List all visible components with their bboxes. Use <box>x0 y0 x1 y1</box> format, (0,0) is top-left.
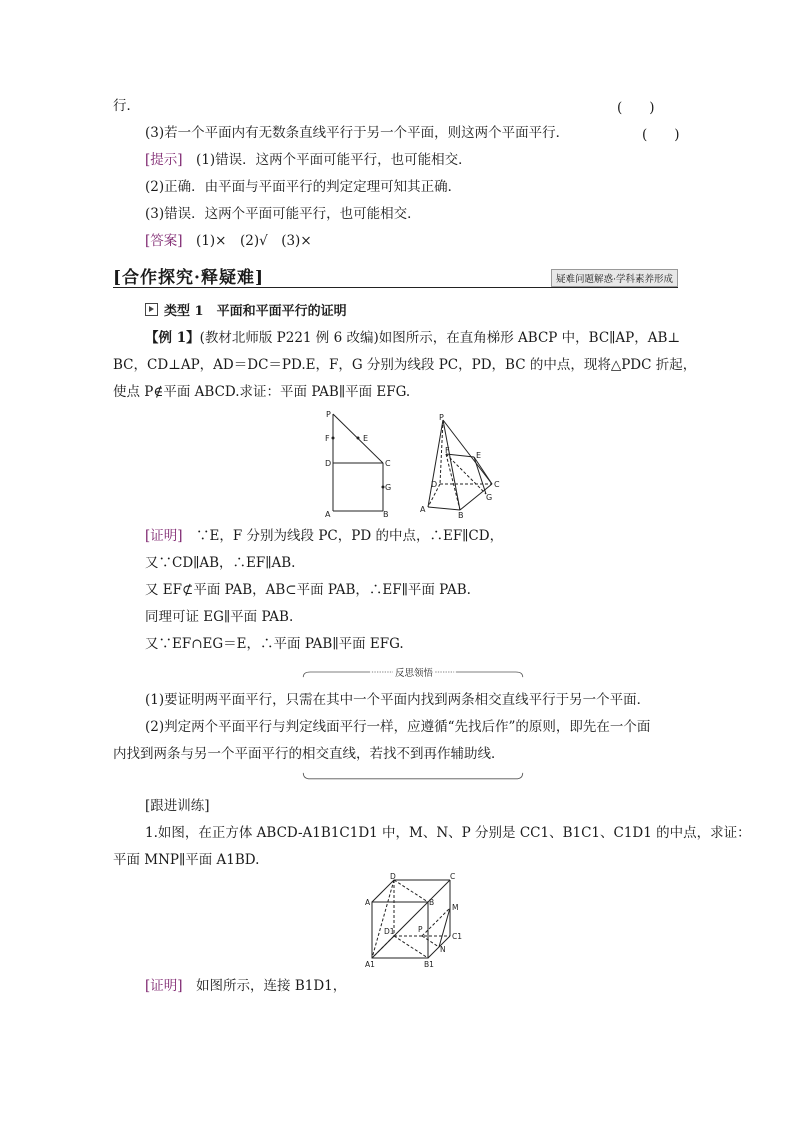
proof-line: 又∵CD∥AB，∴EF∥AB. <box>145 555 296 571</box>
point-label: P <box>326 410 331 419</box>
reflection-title: 反思领悟 <box>393 665 435 679</box>
point-label: B <box>458 511 464 520</box>
point-label: C <box>450 872 456 881</box>
point-label: B <box>429 898 435 907</box>
answer-paren: ( ) <box>617 100 655 116</box>
point-label: G <box>385 483 392 492</box>
point-label: F <box>445 446 450 455</box>
text-line: (3)若一个平面内有无数条直线平行于另一个平面，则这两个平面平行． <box>145 125 570 141</box>
practice-line: 平面 MNP∥平面 A1BD. <box>113 852 260 868</box>
proof-tag: [证明] <box>145 978 183 994</box>
proof-line: 同理可证 EG∥平面 PAB. <box>145 609 294 625</box>
section-title: [合作探究·释疑难] <box>113 268 265 288</box>
point-label: A <box>325 510 331 519</box>
point-label: D <box>431 480 438 489</box>
cube-figure <box>362 872 466 972</box>
trapezoid-figure <box>315 408 405 520</box>
point-label: P <box>418 925 423 934</box>
practice-tag: [跟进训练] <box>145 798 210 814</box>
point-label: B <box>383 510 389 519</box>
hint-line: [提示] (1)错误．这两个平面可能平行，也可能相交． <box>145 152 472 168</box>
point-label: B1 <box>424 960 434 969</box>
point-label: C <box>494 480 500 489</box>
reflection-line: (1)要证明两平面平行，只需在其中一个平面内找到两条相交直线平行于另一个平面． <box>145 692 651 708</box>
proof-line: 又 EF⊄平面 PAB，AB⊂平面 PAB，∴EF∥平面 PAB. <box>145 582 471 598</box>
example-line: 【例 1】(教材北师版 P221 例 6 改编)如图所示，在直角梯形 ABCP 中，BC∥AP，AB⊥ <box>145 330 681 346</box>
answer-tag: [答案] <box>145 233 183 249</box>
point-label: A <box>365 898 371 907</box>
point-label: P <box>439 413 444 422</box>
point-label: A1 <box>365 960 375 969</box>
example-line: 使点 P∉平面 ABCD.求证：平面 PAB∥平面 EFG. <box>113 384 411 400</box>
proof-line: 又∵EF∩EG＝E，∴平面 PAB∥平面 EFG. <box>145 636 404 652</box>
text-line: 行． <box>113 98 140 114</box>
point-label: G <box>486 493 493 502</box>
point-label: F <box>325 434 330 443</box>
point-label: D <box>325 459 332 468</box>
hint-tag: [提示] <box>145 152 183 168</box>
answer-line: [答案] (1)× (2)√ (3)× <box>145 233 312 249</box>
point-label: C <box>385 459 391 468</box>
point-label: N <box>440 945 446 954</box>
play-icon <box>145 303 158 316</box>
point-label: A <box>420 505 426 514</box>
answer-paren: ( ) <box>642 127 680 143</box>
proof-line: [证明] ∵E，F 分别为线段 PC，PD 的中点，∴EF∥CD， <box>145 528 504 544</box>
section-tag: 疑难问题解惑·学科素养形成 <box>551 269 678 287</box>
point-label: C1 <box>452 932 463 941</box>
proof-line: [证明] 如图所示，连接 B1D1， <box>145 978 347 994</box>
example-line: BC，CD⊥AP，AD＝DC＝PD.E，F，G 分别为线段 PC，PD，BC 的中点，现将△PDC 折起， <box>113 357 697 373</box>
text-line: (3)错误．这两个平面可能平行，也可能相交． <box>145 206 421 222</box>
text-line: (2)正确．由平面与平面平行的判定定理可知其正确． <box>145 179 462 195</box>
point-label: D <box>390 872 396 881</box>
proof-tag: [证明] <box>145 528 183 544</box>
point-label: M <box>452 903 459 912</box>
point-label: E <box>476 451 482 460</box>
point-label: D1 <box>384 927 395 936</box>
practice-line: 1.如图，在正方体 ABCD-A1B1C1D1 中，M、N、P 分别是 CC1、B1C1、C1D1 的中点，求证： <box>145 825 751 841</box>
reflection-bottom-border <box>283 772 543 784</box>
pyramid-figure <box>418 412 510 520</box>
section-header <box>113 263 678 288</box>
reflection-line: 内找到两条与另一个平面平行的相交直线，若找不到再作辅助线． <box>113 746 505 762</box>
point-label: E <box>363 434 369 443</box>
type-heading: 类型 1 平面和平面平行的证明 <box>145 300 347 319</box>
reflection-line: (2)判定两个平面平行与判定线面平行一样，应遵循“先找后作”的原则，即先在一个面 <box>145 719 651 735</box>
example-tag: 【例 1】 <box>145 330 200 346</box>
